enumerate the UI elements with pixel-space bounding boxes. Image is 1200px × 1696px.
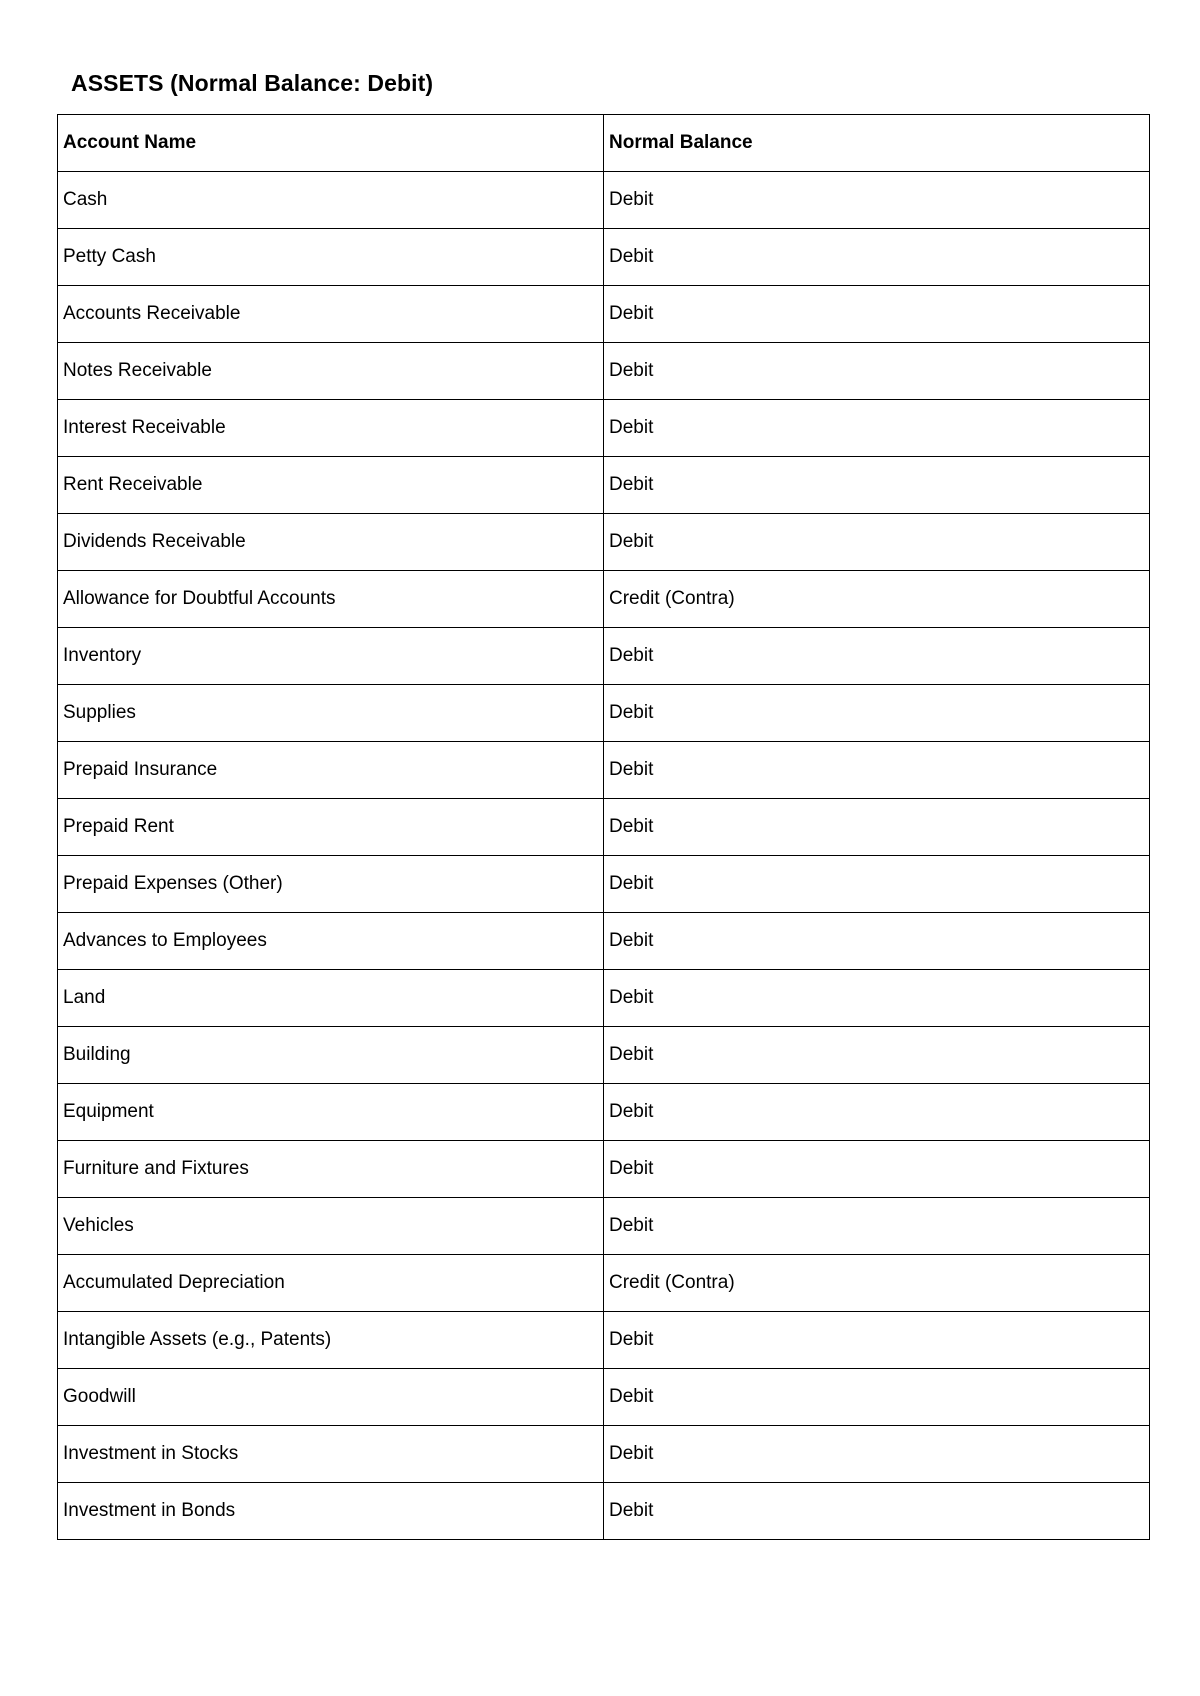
table-row	[58, 514, 1150, 571]
cell-normal-balance: Debit	[604, 1369, 1150, 1426]
cell-normal-balance: Debit	[604, 1141, 1150, 1198]
cell-normal-balance: Debit	[604, 1312, 1150, 1369]
table-row	[58, 1027, 1150, 1084]
cell-account-name: Allowance for Doubtful Accounts	[58, 571, 604, 628]
cell-normal-balance: Debit	[604, 457, 1150, 514]
table-row	[58, 799, 1150, 856]
table-row	[58, 400, 1150, 457]
cell-account-name: Building	[58, 1027, 604, 1084]
table-row	[58, 1198, 1150, 1255]
table-row	[58, 856, 1150, 913]
table-row	[58, 1255, 1150, 1312]
cell-normal-balance: Debit	[604, 856, 1150, 913]
table-row	[58, 628, 1150, 685]
page-title: ASSETS (Normal Balance: Debit)	[71, 70, 434, 96]
cell-normal-balance: Debit	[604, 1084, 1150, 1141]
column-header-account-name: Account Name	[58, 115, 604, 172]
cell-normal-balance: Debit	[604, 229, 1150, 286]
cell-account-name: Accumulated Depreciation	[58, 1255, 604, 1312]
cell-account-name: Intangible Assets (e.g., Patents)	[58, 1312, 604, 1369]
cell-account-name: Prepaid Expenses (Other)	[58, 856, 604, 913]
cell-account-name: Petty Cash	[58, 229, 604, 286]
cell-account-name: Dividends Receivable	[58, 514, 604, 571]
cell-normal-balance: Debit	[604, 1483, 1150, 1540]
cell-account-name: Investment in Stocks	[58, 1426, 604, 1483]
cell-account-name: Accounts Receivable	[58, 286, 604, 343]
table-row	[58, 571, 1150, 628]
table-row	[58, 1483, 1150, 1540]
cell-account-name: Land	[58, 970, 604, 1027]
cell-normal-balance: Debit	[604, 970, 1150, 1027]
table-row	[58, 1312, 1150, 1369]
table-row	[58, 742, 1150, 799]
cell-account-name: Equipment	[58, 1084, 604, 1141]
cell-account-name: Advances to Employees	[58, 913, 604, 970]
cell-normal-balance: Debit	[604, 628, 1150, 685]
cell-normal-balance: Debit	[604, 400, 1150, 457]
cell-normal-balance: Debit	[604, 172, 1150, 229]
table-row	[58, 172, 1150, 229]
table-row	[58, 913, 1150, 970]
cell-account-name: Cash	[58, 172, 604, 229]
cell-normal-balance: Debit	[604, 1027, 1150, 1084]
table-row	[58, 286, 1150, 343]
cell-account-name: Inventory	[58, 628, 604, 685]
table-row	[58, 343, 1150, 400]
cell-account-name: Prepaid Rent	[58, 799, 604, 856]
column-header-normal-balance: Normal Balance	[604, 115, 1150, 172]
cell-account-name: Vehicles	[58, 1198, 604, 1255]
cell-account-name: Prepaid Insurance	[58, 742, 604, 799]
cell-account-name: Furniture and Fixtures	[58, 1141, 604, 1198]
cell-normal-balance: Debit	[604, 799, 1150, 856]
table-row	[58, 1369, 1150, 1426]
cell-normal-balance: Debit	[604, 343, 1150, 400]
accounts-table	[57, 114, 1150, 1540]
table-row	[58, 685, 1150, 742]
cell-normal-balance: Credit (Contra)	[604, 1255, 1150, 1312]
cell-account-name: Supplies	[58, 685, 604, 742]
cell-normal-balance: Debit	[604, 742, 1150, 799]
cell-normal-balance: Debit	[604, 514, 1150, 571]
table-row	[58, 1084, 1150, 1141]
cell-normal-balance: Debit	[604, 913, 1150, 970]
table-row	[58, 970, 1150, 1027]
table-row	[58, 457, 1150, 514]
cell-normal-balance: Debit	[604, 1198, 1150, 1255]
table-row	[58, 229, 1150, 286]
cell-account-name: Goodwill	[58, 1369, 604, 1426]
cell-normal-balance: Debit	[604, 1426, 1150, 1483]
cell-account-name: Rent Receivable	[58, 457, 604, 514]
table-row	[58, 1141, 1150, 1198]
cell-account-name: Investment in Bonds	[58, 1483, 604, 1540]
cell-account-name: Interest Receivable	[58, 400, 604, 457]
cell-account-name: Notes Receivable	[58, 343, 604, 400]
cell-normal-balance: Credit (Contra)	[604, 571, 1150, 628]
cell-normal-balance: Debit	[604, 685, 1150, 742]
cell-normal-balance: Debit	[604, 286, 1150, 343]
table-row	[58, 1426, 1150, 1483]
table-header-row	[58, 115, 1150, 172]
